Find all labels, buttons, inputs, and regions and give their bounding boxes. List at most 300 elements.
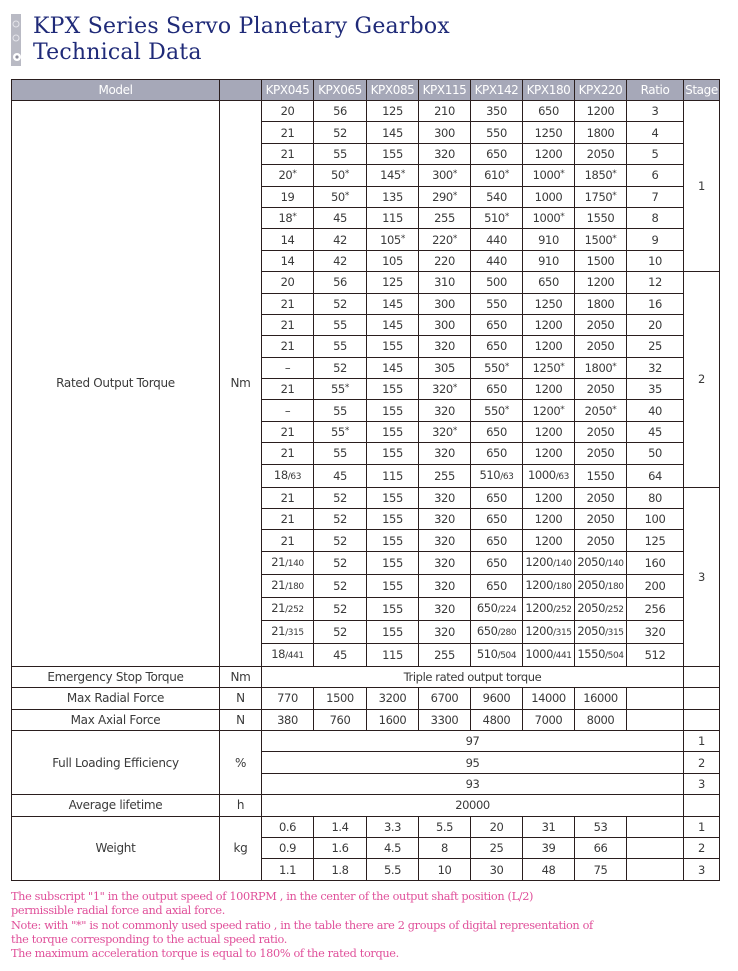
torque-value-cell: 650 <box>523 272 575 293</box>
max-axial-force-value: 380 <box>262 709 314 730</box>
empty-stage-cell <box>684 688 720 709</box>
unit-cell: N <box>220 688 262 709</box>
max-axial-force-value: 1600 <box>367 709 419 730</box>
uncommon-ratio-marker: * <box>452 426 457 437</box>
torque-value-cell: 650 <box>471 143 523 164</box>
torque-value-cell: 155 <box>367 530 419 551</box>
weight-value: 1.6 <box>314 837 367 858</box>
actual-ratio-subscript: /315 <box>605 627 624 638</box>
weight-value: 3.3 <box>367 816 419 837</box>
weight-value: 75 <box>575 859 627 880</box>
torque-value-cell: 1850* <box>575 165 627 186</box>
empty-ratio-cell <box>627 859 684 880</box>
torque-value-cell: 1200 <box>575 101 627 122</box>
torque-value-cell: 1000* <box>523 207 575 228</box>
torque-value-cell: 1200* <box>523 400 575 421</box>
torque-value-cell: 1750* <box>575 186 627 207</box>
unit-cell: % <box>220 730 262 794</box>
ratio-cell: 100 <box>627 509 684 530</box>
max-axial-force-value: 760 <box>314 709 367 730</box>
uncommon-ratio-marker: * <box>504 404 509 415</box>
actual-ratio-subscript: /224 <box>497 604 517 615</box>
uncommon-ratio-marker: * <box>560 169 565 180</box>
torque-value-cell: 650/280 <box>471 620 523 643</box>
torque-value-cell: – <box>262 357 314 378</box>
torque-value-cell: 135 <box>367 186 419 207</box>
torque-value-cell: 220 <box>419 250 471 271</box>
torque-value-cell: 2050 <box>575 487 627 508</box>
ratio-cell: 35 <box>627 379 684 400</box>
table-row <box>12 730 720 751</box>
weight-value: 8 <box>419 837 471 858</box>
torque-value-cell: 510/63 <box>471 464 523 487</box>
ratio-cell: 10 <box>627 250 684 271</box>
average-lifetime-value: 20000 <box>262 795 684 816</box>
torque-value-cell: 14 <box>262 250 314 271</box>
torque-value-cell: 42 <box>314 250 367 271</box>
note-line: The subscript "1" in the output speed of 100RPM , in the center of the output shaft position (L/2) <box>11 890 534 903</box>
torque-value-cell: 21 <box>262 122 314 143</box>
max-axial-force-value: 7000 <box>523 709 575 730</box>
torque-value-cell: 550* <box>471 400 523 421</box>
title-line-2: Technical Data <box>33 40 202 65</box>
torque-value-cell: 1200/252 <box>523 597 575 620</box>
torque-value-cell: 55* <box>314 379 367 400</box>
column-header-kpx180: KPX180 <box>523 80 575 101</box>
weight-value: 10 <box>419 859 471 880</box>
actual-ratio-subscript: /140 <box>553 558 572 569</box>
weight-value: 48 <box>523 859 575 880</box>
torque-value-cell: 145 <box>367 357 419 378</box>
uncommon-ratio-marker: * <box>612 190 617 201</box>
technical-data-table <box>11 79 720 881</box>
torque-value-cell: 55 <box>314 400 367 421</box>
row-label-weight: Weight <box>12 816 220 880</box>
uncommon-ratio-marker: * <box>452 233 457 244</box>
torque-value-cell: 21 <box>262 143 314 164</box>
torque-value-cell: 21 <box>262 379 314 400</box>
torque-value-cell: 550 <box>471 122 523 143</box>
weight-value: 25 <box>471 837 523 858</box>
torque-value-cell: 310 <box>419 272 471 293</box>
uncommon-ratio-marker: * <box>292 169 297 180</box>
torque-value-cell: 320 <box>419 620 471 643</box>
torque-value-cell: 155 <box>367 443 419 464</box>
actual-ratio-subscript: /315 <box>285 627 304 638</box>
column-header-kpx142: KPX142 <box>471 80 523 101</box>
max-radial-force-value: 6700 <box>419 688 471 709</box>
torque-value-cell: 21/180 <box>262 574 314 597</box>
torque-value-cell: 21 <box>262 336 314 357</box>
torque-value-cell: 55 <box>314 443 367 464</box>
torque-value-cell: 55* <box>314 421 367 442</box>
weight-value: 39 <box>523 837 575 858</box>
page-title <box>33 14 450 66</box>
actual-ratio-subscript: /63 <box>500 471 514 482</box>
stage-cell: 1 <box>684 816 720 837</box>
stage-cell: 3 <box>684 773 720 794</box>
column-header-kpx115: KPX115 <box>419 80 471 101</box>
ratio-cell: 160 <box>627 551 684 574</box>
torque-value-cell: 440 <box>471 250 523 271</box>
torque-value-cell: 320 <box>419 597 471 620</box>
torque-value-cell: 650 <box>471 421 523 442</box>
actual-ratio-subscript: /504 <box>497 650 517 661</box>
torque-value-cell: 52 <box>314 487 367 508</box>
stage-cell: 3 <box>684 487 720 666</box>
torque-value-cell: 45 <box>314 464 367 487</box>
torque-value-cell: 52 <box>314 357 367 378</box>
ratio-cell: 25 <box>627 336 684 357</box>
weight-value: 1.4 <box>314 816 367 837</box>
torque-value-cell: 1200/315 <box>523 620 575 643</box>
torque-value-cell: 2050/180 <box>575 574 627 597</box>
title-line-1: KPX Series Servo Planetary Gearbox <box>33 14 450 39</box>
torque-value-cell: 21 <box>262 293 314 314</box>
empty-stage-cell <box>684 709 720 730</box>
torque-value-cell: 1200 <box>523 509 575 530</box>
torque-value-cell: 320 <box>419 143 471 164</box>
torque-value-cell: 650 <box>471 314 523 335</box>
torque-value-cell: 20 <box>262 101 314 122</box>
torque-value-cell: 56 <box>314 101 367 122</box>
actual-ratio-subscript: /180 <box>285 581 304 592</box>
weight-value: 66 <box>575 837 627 858</box>
efficiency-value: 93 <box>262 773 684 794</box>
torque-value-cell: 1250 <box>523 122 575 143</box>
weight-value: 0.6 <box>262 816 314 837</box>
actual-ratio-subscript: /63 <box>555 471 569 482</box>
stage-cell: 2 <box>684 837 720 858</box>
torque-value-cell: 145 <box>367 314 419 335</box>
torque-value-cell: 21/252 <box>262 597 314 620</box>
torque-value-cell: 105* <box>367 229 419 250</box>
torque-value-cell: 2050 <box>575 509 627 530</box>
torque-value-cell: 300 <box>419 314 471 335</box>
uncommon-ratio-marker: * <box>560 404 565 415</box>
weight-value: 5.5 <box>419 816 471 837</box>
torque-value-cell: 650 <box>523 101 575 122</box>
empty-stage-cell <box>684 666 720 687</box>
max-axial-force-value: 4800 <box>471 709 523 730</box>
torque-value-cell: 18* <box>262 207 314 228</box>
torque-value-cell: 1800* <box>575 357 627 378</box>
max-axial-force-value: 8000 <box>575 709 627 730</box>
column-header-ratio: Ratio <box>627 80 684 101</box>
uncommon-ratio-marker: * <box>612 404 617 415</box>
torque-value-cell: 2050* <box>575 400 627 421</box>
ratio-cell: 50 <box>627 443 684 464</box>
actual-ratio-subscript: /140 <box>605 558 624 569</box>
ratio-cell: 16 <box>627 293 684 314</box>
ratio-cell: 256 <box>627 597 684 620</box>
torque-value-cell: 52 <box>314 551 367 574</box>
torque-value-cell: 910 <box>523 229 575 250</box>
torque-value-cell: 2050 <box>575 314 627 335</box>
max-radial-force-value: 1500 <box>314 688 367 709</box>
uncommon-ratio-marker: * <box>612 361 617 372</box>
torque-value-cell: 1200 <box>523 314 575 335</box>
torque-value-cell: 1550/504 <box>575 643 627 666</box>
torque-value-cell: 125 <box>367 101 419 122</box>
torque-value-cell: 2050 <box>575 443 627 464</box>
torque-value-cell: 14 <box>262 229 314 250</box>
weight-value: 1.1 <box>262 859 314 880</box>
torque-value-cell: 45 <box>314 643 367 666</box>
torque-value-cell: 210 <box>419 101 471 122</box>
column-header-kpx220: KPX220 <box>575 80 627 101</box>
weight-value: 30 <box>471 859 523 880</box>
table-row <box>12 795 720 816</box>
torque-value-cell: 1000/441 <box>523 643 575 666</box>
torque-value-cell: 1000/63 <box>523 464 575 487</box>
weight-value: 0.9 <box>262 837 314 858</box>
torque-value-cell: 18/441 <box>262 643 314 666</box>
torque-value-cell: 320* <box>419 379 471 400</box>
max-axial-force-value: 3300 <box>419 709 471 730</box>
weight-value: 53 <box>575 816 627 837</box>
ratio-cell: 45 <box>627 421 684 442</box>
ratio-cell: 9 <box>627 229 684 250</box>
row-label-emergency-stop-torque: Emergency Stop Torque <box>12 666 220 687</box>
torque-value-cell: 2050 <box>575 421 627 442</box>
row-label-max-axial-force: Max Axial Force <box>12 709 220 730</box>
ratio-cell: 512 <box>627 643 684 666</box>
torque-value-cell: – <box>262 400 314 421</box>
torque-value-cell: 305 <box>419 357 471 378</box>
torque-value-cell: 125 <box>367 272 419 293</box>
max-radial-force-value: 3200 <box>367 688 419 709</box>
table-row <box>12 688 720 709</box>
torque-value-cell: 2050/315 <box>575 620 627 643</box>
uncommon-ratio-marker: * <box>452 383 457 394</box>
torque-value-cell: 1200 <box>523 487 575 508</box>
torque-value-cell: 155 <box>367 574 419 597</box>
ratio-cell: 6 <box>627 165 684 186</box>
uncommon-ratio-marker: * <box>344 169 349 180</box>
row-label-rated-output-torque: Rated Output Torque <box>12 101 220 667</box>
unit-cell: h <box>220 795 262 816</box>
torque-value-cell: 440 <box>471 229 523 250</box>
ratio-cell: 64 <box>627 464 684 487</box>
empty-ratio-cell <box>627 837 684 858</box>
torque-value-cell: 650 <box>471 379 523 400</box>
torque-value-cell: 155 <box>367 487 419 508</box>
column-header-kpx085: KPX085 <box>367 80 419 101</box>
torque-value-cell: 650/224 <box>471 597 523 620</box>
torque-value-cell: 1000* <box>523 165 575 186</box>
uncommon-ratio-marker: * <box>452 169 457 180</box>
torque-value-cell: 650 <box>471 551 523 574</box>
torque-value-cell: 50* <box>314 186 367 207</box>
torque-value-cell: 1500* <box>575 229 627 250</box>
uncommon-ratio-marker: * <box>504 212 509 223</box>
uncommon-ratio-marker: * <box>344 190 349 201</box>
weight-value: 4.5 <box>367 837 419 858</box>
row-label-max-radial-force: Max Radial Force <box>12 688 220 709</box>
torque-value-cell: 650 <box>471 336 523 357</box>
stage-cell: 1 <box>684 101 720 272</box>
ratio-cell: 200 <box>627 574 684 597</box>
row-label-average-lifetime: Average lifetime <box>12 795 220 816</box>
torque-value-cell: 350 <box>471 101 523 122</box>
weight-value: 20 <box>471 816 523 837</box>
ratio-cell: 80 <box>627 487 684 508</box>
ratio-cell: 4 <box>627 122 684 143</box>
torque-value-cell: 320 <box>419 443 471 464</box>
actual-ratio-subscript: /315 <box>553 627 572 638</box>
note-line: The maximum acceleration torque is equal to 180% of the rated torque. <box>11 947 399 961</box>
torque-value-cell: 50* <box>314 165 367 186</box>
torque-value-cell: 1250* <box>523 357 575 378</box>
torque-value-cell: 20 <box>262 272 314 293</box>
uncommon-ratio-marker: * <box>560 212 565 223</box>
actual-ratio-subscript: /63 <box>287 471 302 482</box>
weight-value: 31 <box>523 816 575 837</box>
torque-value-cell: 1200/180 <box>523 574 575 597</box>
torque-value-cell: 1200/140 <box>523 551 575 574</box>
uncommon-ratio-marker: * <box>560 361 565 372</box>
torque-value-cell: 320 <box>419 551 471 574</box>
weight-value: 1.8 <box>314 859 367 880</box>
torque-value-cell: 910 <box>523 250 575 271</box>
torque-value-cell: 290* <box>419 186 471 207</box>
torque-value-cell: 155 <box>367 143 419 164</box>
torque-value-cell: 220* <box>419 229 471 250</box>
torque-value-cell: 115 <box>367 207 419 228</box>
torque-value-cell: 2050/140 <box>575 551 627 574</box>
unit-cell: N <box>220 709 262 730</box>
torque-value-cell: 650 <box>471 509 523 530</box>
torque-value-cell: 1000 <box>523 186 575 207</box>
torque-value-cell: 300* <box>419 165 471 186</box>
actual-ratio-subscript: /280 <box>497 627 517 638</box>
torque-value-cell: 21/140 <box>262 551 314 574</box>
torque-value-cell: 52 <box>314 597 367 620</box>
torque-value-cell: 21/315 <box>262 620 314 643</box>
ratio-cell: 12 <box>627 272 684 293</box>
torque-value-cell: 1200 <box>523 336 575 357</box>
torque-value-cell: 1200 <box>575 272 627 293</box>
torque-value-cell: 55 <box>314 314 367 335</box>
torque-value-cell: 52 <box>314 530 367 551</box>
ratio-cell: 320 <box>627 620 684 643</box>
actual-ratio-subscript: /504 <box>605 650 624 661</box>
ratio-cell: 3 <box>627 101 684 122</box>
note-line: Note: with "*" is not commonly used speed ratio , in the table there are 2 groups of digital representation of <box>11 918 593 932</box>
torque-value-cell: 1250 <box>523 293 575 314</box>
torque-value-cell: 155 <box>367 620 419 643</box>
ratio-cell: 125 <box>627 530 684 551</box>
torque-value-cell: 510* <box>471 207 523 228</box>
uncommon-ratio-marker: * <box>612 169 617 180</box>
torque-value-cell: 1200 <box>523 379 575 400</box>
uncommon-ratio-marker: * <box>612 233 617 244</box>
column-header-model: Model <box>12 80 220 101</box>
torque-value-cell: 550* <box>471 357 523 378</box>
note-line: the torque corresponding to the actual speed ratio. <box>11 932 287 946</box>
stage-cell: 3 <box>684 859 720 880</box>
max-radial-force-value: 9600 <box>471 688 523 709</box>
table-row <box>12 816 720 837</box>
torque-value-cell: 155 <box>367 551 419 574</box>
stage-cell: 1 <box>684 730 720 751</box>
torque-value-cell: 18/63 <box>262 464 314 487</box>
table-row <box>12 101 720 122</box>
unit-cell: kg <box>220 816 262 880</box>
torque-value-cell: 20* <box>262 165 314 186</box>
note-line: permissible radial force and axial force. <box>11 904 226 918</box>
uncommon-ratio-marker: * <box>400 233 405 244</box>
empty-stage-cell <box>684 795 720 816</box>
page-header <box>11 14 450 66</box>
actual-ratio-subscript: /180 <box>605 581 624 592</box>
torque-value-cell: 320 <box>419 336 471 357</box>
torque-value-cell: 155 <box>367 597 419 620</box>
row-label-full-loading-efficiency: Full Loading Efficiency <box>12 730 220 794</box>
efficiency-value: 97 <box>262 730 684 751</box>
column-header-unit <box>220 80 262 101</box>
torque-value-cell: 21 <box>262 314 314 335</box>
torque-value-cell: 255 <box>419 464 471 487</box>
max-radial-force-value: 14000 <box>523 688 575 709</box>
gear-icon <box>11 14 21 66</box>
ratio-cell: 8 <box>627 207 684 228</box>
uncommon-ratio-marker: * <box>344 426 349 437</box>
table-row <box>12 666 720 687</box>
torque-value-cell: 2050 <box>575 143 627 164</box>
uncommon-ratio-marker: * <box>504 361 509 372</box>
torque-value-cell: 1200 <box>523 143 575 164</box>
column-header-stage: Stage <box>684 80 720 101</box>
torque-value-cell: 155 <box>367 421 419 442</box>
uncommon-ratio-marker: * <box>292 212 297 223</box>
torque-value-cell: 19 <box>262 186 314 207</box>
stage-cell: 2 <box>684 752 720 773</box>
max-radial-force-value: 770 <box>262 688 314 709</box>
ratio-cell: 32 <box>627 357 684 378</box>
torque-value-cell: 115 <box>367 643 419 666</box>
column-header-kpx045: KPX045 <box>262 80 314 101</box>
torque-value-cell: 320 <box>419 574 471 597</box>
table-row <box>12 709 720 730</box>
actual-ratio-subscript: /252 <box>285 604 304 615</box>
stage-cell: 2 <box>684 272 720 488</box>
torque-value-cell: 320 <box>419 487 471 508</box>
torque-value-cell: 2050 <box>575 530 627 551</box>
torque-value-cell: 1800 <box>575 293 627 314</box>
table-header-row <box>12 80 720 101</box>
torque-value-cell: 2050/252 <box>575 597 627 620</box>
empty-ratio-cell <box>627 816 684 837</box>
torque-value-cell: 255 <box>419 643 471 666</box>
torque-value-cell: 21 <box>262 530 314 551</box>
unit-cell: Nm <box>220 666 262 687</box>
actual-ratio-subscript: /441 <box>285 650 304 661</box>
torque-value-cell: 320 <box>419 400 471 421</box>
torque-value-cell: 300 <box>419 293 471 314</box>
torque-value-cell: 155 <box>367 336 419 357</box>
uncommon-ratio-marker: * <box>504 169 509 180</box>
ratio-cell: 20 <box>627 314 684 335</box>
torque-value-cell: 1500 <box>575 250 627 271</box>
torque-value-cell: 1200 <box>523 530 575 551</box>
torque-value-cell: 650 <box>471 530 523 551</box>
torque-value-cell: 2050 <box>575 336 627 357</box>
torque-value-cell: 115 <box>367 464 419 487</box>
torque-value-cell: 52 <box>314 574 367 597</box>
torque-value-cell: 52 <box>314 122 367 143</box>
